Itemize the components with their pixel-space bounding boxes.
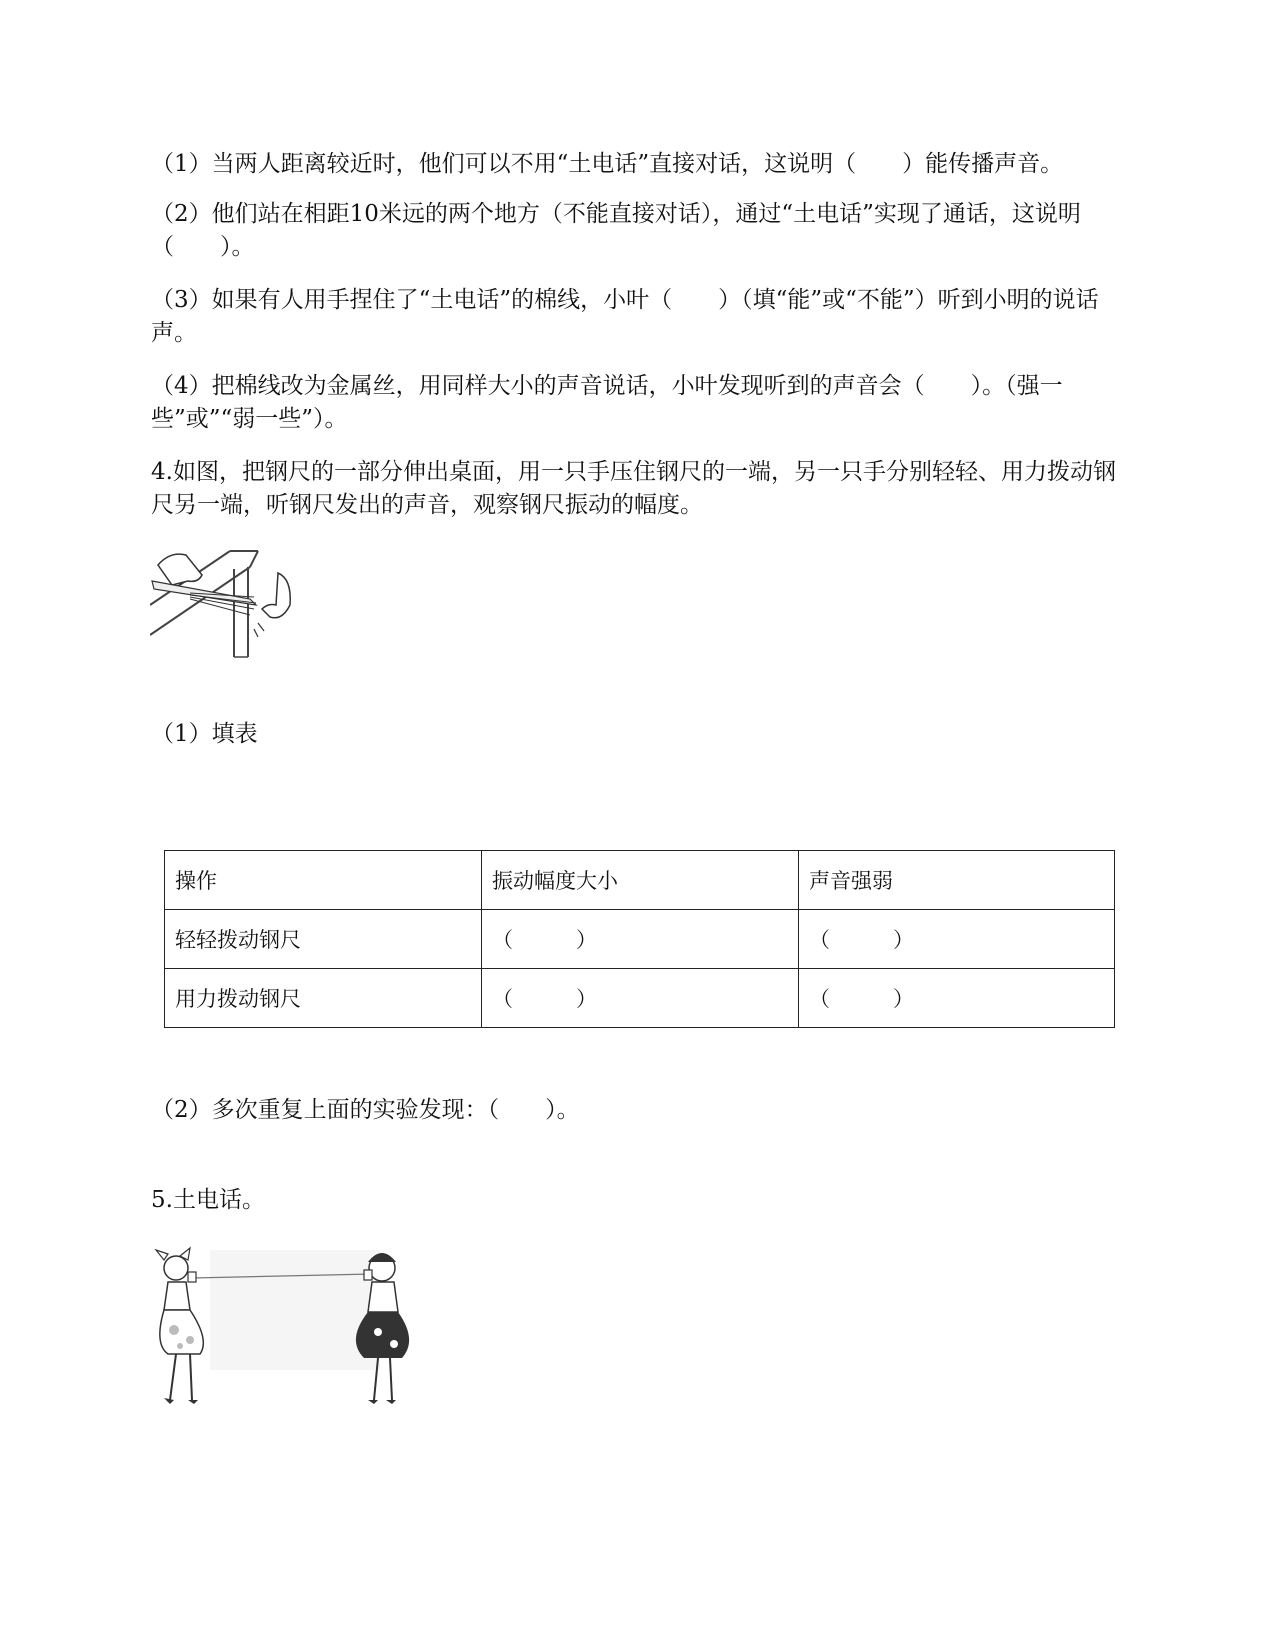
q4-sub2: （2）多次重复上面的实验发现：（ ）。 <box>151 1097 580 1123</box>
row2-amplitude-blank[interactable]: （ ） <box>482 969 799 1028</box>
table-header-row <box>165 851 1115 910</box>
q3-item-2: （2）他们站在相距10米远的两个地方（不能直接对话），通过“土电话”实现了通话，这说明（ ）。 <box>151 201 1081 260</box>
row1-loudness-blank[interactable]: （ ） <box>799 910 1115 969</box>
header-loudness: 声音强弱 <box>799 851 1115 910</box>
q3-item-4: （4）把棉线改为金属丝，用同样大小的声音说话，小叶发现听到的声音会（ ）。（强一些”或”“弱一些”）。 <box>151 373 1063 432</box>
row2-operation: 用力拨动钢尺 <box>165 969 482 1028</box>
row1-operation: 轻轻拨动钢尺 <box>165 910 482 969</box>
header-operation: 操作 <box>165 851 482 910</box>
q3-item-3: （3）如果有人用手捏住了“土电话”的棉线，小叶（ ）（填“能”或“不能”）听到小明的说话声。 <box>151 287 1099 346</box>
header-amplitude: 振动幅度大小 <box>482 851 799 910</box>
experiment-table <box>164 850 1115 1028</box>
row2-loudness-blank[interactable]: （ ） <box>799 969 1115 1028</box>
q3-item-1: （1）当两人距离较近时，他们可以不用“土电话”直接对话，这说明（ ）能传播声音。 <box>151 151 1064 177</box>
table-row <box>165 969 1115 1028</box>
q4-stem: 4.如图，把钢尺的一部分伸出桌面，用一只手压住钢尺的一端，另一只手分别轻轻、用力拨动钢尺另一端，听钢尺发出的声音，观察钢尺振动的幅度。 <box>151 459 1116 518</box>
tin-can-phone-figure <box>150 1240 430 1420</box>
ruler-experiment-figure <box>150 545 310 665</box>
table-row <box>165 910 1115 969</box>
row1-amplitude-blank[interactable]: （ ） <box>482 910 799 969</box>
q5-stem: 5.土电话。 <box>151 1187 265 1213</box>
q4-sub1: （1）填表 <box>151 721 258 747</box>
